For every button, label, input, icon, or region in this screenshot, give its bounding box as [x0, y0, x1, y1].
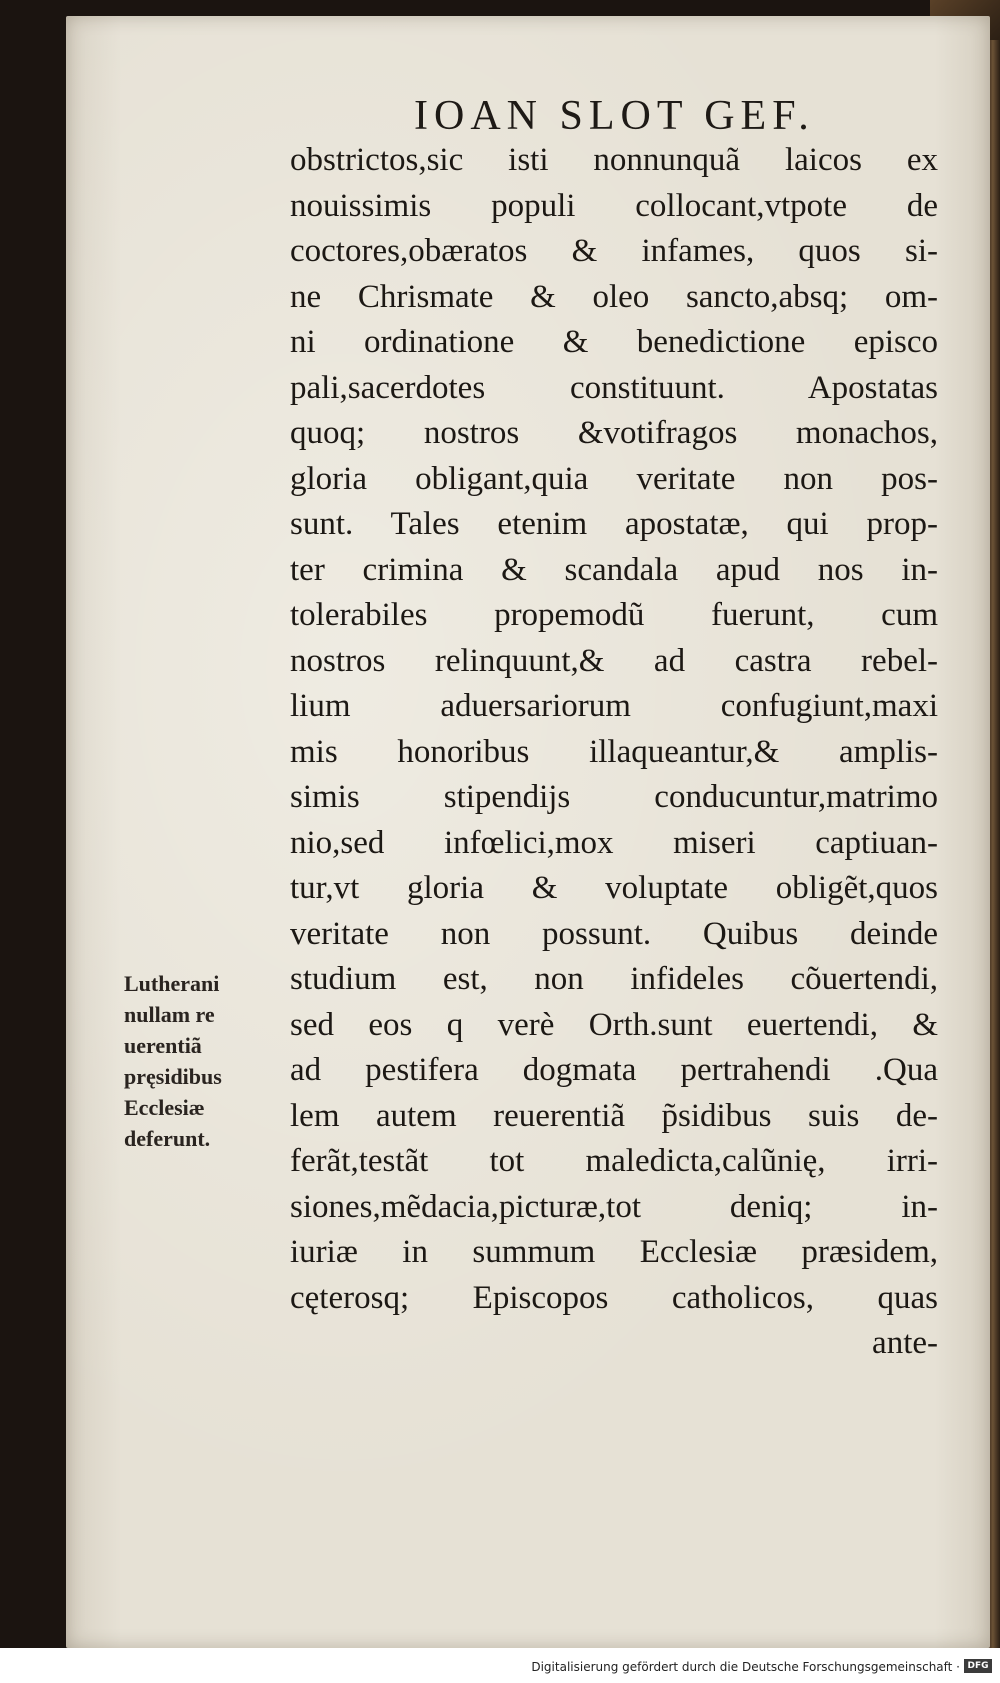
text-line: nostros relinquunt,& ad castra rebel-	[290, 642, 938, 679]
running-head: IOAN SLOT GEF.	[414, 93, 815, 139]
text-line: studium est, non infideles cõuertendi,	[290, 961, 938, 997]
text-line: veritate non possunt. Quibus deinde	[290, 915, 938, 952]
text-line: tur,vt gloria & voluptate obligẽt,quos	[290, 870, 938, 906]
text-line: nio,sed infœlici,mox miseri captiuan-	[290, 824, 938, 861]
text-line: lem autem reuerentiã p̃sidibus suis de-	[290, 1097, 938, 1134]
text-line: ad pestifera dogmata pertrahendi .Qua	[290, 1052, 938, 1088]
marginal-note	[124, 968, 294, 1154]
text-line: tolerabiles propemodũ fuerunt, cum	[290, 597, 938, 633]
text-line: gloria obligant,quia veritate non pos-	[290, 460, 938, 497]
text-line: iuriæ in summum Ecclesiæ præsidem,	[290, 1234, 938, 1270]
marginal-note-line: Lutherani	[124, 971, 220, 996]
footer-credit: Digitalisierung gefördert durch die Deutsche Forschungsgemeinschaft ·	[531, 1660, 960, 1674]
text-line: nouissimis populi collocant,vtpote de	[290, 187, 938, 224]
text-line: obstrictos,sic isti nonnunquã laicos ex	[290, 142, 938, 178]
marginal-note-line: Ecclesiæ	[124, 1095, 205, 1120]
text-line: ferãt,testãt tot maledicta,calũnię, irri-	[290, 1143, 938, 1179]
dfg-logo: DFG	[964, 1659, 992, 1673]
catchword: ante-	[872, 1325, 938, 1361]
text-line: siones,mẽdacia,picturæ,tot deniq; in-	[290, 1188, 938, 1225]
marginal-note-line: deferunt.	[124, 1126, 211, 1151]
text-line: ne Chrismate & oleo sancto,absq; om-	[290, 278, 938, 315]
marginal-note-line: uerentiã	[124, 1033, 202, 1058]
text-line: pali,sacerdotes constituunt. Apostatas	[290, 369, 938, 406]
text-line: mis honoribus illaqueantur,& amplis-	[290, 733, 938, 770]
text-line: coctores,obæratos & infames, quos si-	[290, 233, 938, 269]
text-line: cęterosq; Episcopos catholicos, quas	[290, 1279, 938, 1316]
text-line: ter crimina & scandala apud nos in-	[290, 551, 938, 588]
text-line: sed eos q verè Orth.sunt euertendi, &	[290, 1006, 938, 1043]
marginal-note-line: pręsidibus	[124, 1064, 222, 1089]
marginal-note-line: nullam re	[124, 1002, 215, 1027]
text-line: simis stipendijs conducuntur,matrimo	[290, 779, 938, 815]
text-line: ni ordinatione & benedictione episco	[290, 324, 938, 360]
text-line: sunt. Tales etenim apostatæ, qui prop-	[290, 506, 938, 542]
text-line: quoq; nostros &votifragos monachos,	[290, 415, 938, 451]
main-text-block	[290, 138, 938, 1367]
text-line: lium aduersariorum confugiunt,maxi	[290, 688, 938, 724]
